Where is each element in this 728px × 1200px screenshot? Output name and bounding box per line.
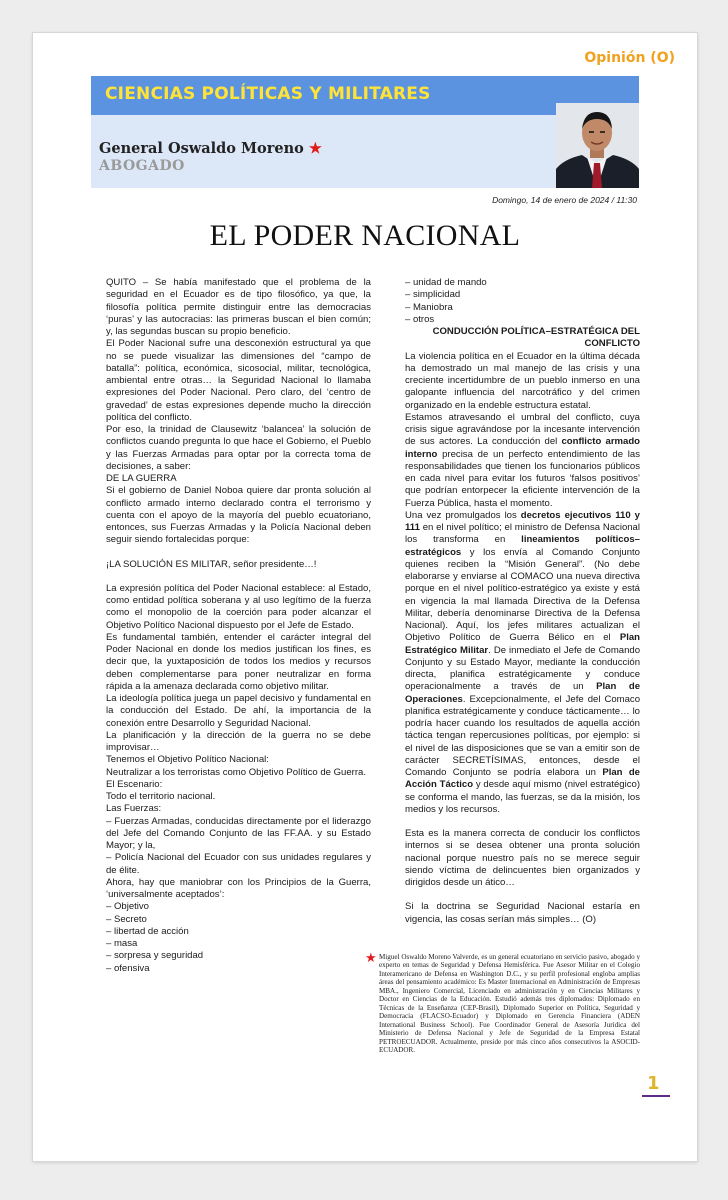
list-item: – sorpresa y seguridad xyxy=(106,950,204,962)
spacer xyxy=(405,816,640,828)
paragraph: QUITO – Se había manifestado que el problema de la seguridad en el Ecuador es de tipo filosófico, ya que, la filosofía política permite distinguir entre las democracias ‘puras’ y las autocracias: las primeras buscan el bien común; y, las segundas buscan su propio beneficio. xyxy=(106,277,371,337)
list-item: – Secreto xyxy=(106,913,147,925)
paragraph: – Policía Nacional del Ecuador con sus unidades regulares y de élite. xyxy=(106,852,371,876)
spacer xyxy=(106,571,371,583)
list-item: – ofensiva xyxy=(106,962,150,974)
list-item: – simplicidad xyxy=(405,289,461,301)
paragraph: ¡LA SOLUCIÓN ES MILITAR, señor presidente…! xyxy=(106,558,317,570)
paragraph: La ideología política juega un papel decisivo y fundamental en la conducción del Estado. De ahí, la importancia de la conexión entre Desarrollo y Seguridad Nacional. xyxy=(106,693,371,729)
paragraph: Neutralizar a los terroristas como Objetivo Político de Guerra. xyxy=(106,766,366,778)
column-left xyxy=(106,277,371,975)
author-role: ABOGADO xyxy=(99,158,185,174)
page-number: 1 xyxy=(647,1073,660,1094)
paragraph: La expresión política del Poder Nacional establece: al Estado, como entidad política soberana y al uso legítimo de la fuerza como el monopolio de la coerción para poder alcanzar el Objetivo Político Nacional dispuesto por el Jefe de Estado. xyxy=(106,582,371,631)
spacer xyxy=(405,889,640,901)
paragraph: El Poder Nacional sufre una desconexión estructural ya que no se puede visualizar las dimensiones del “campo de batalla”: política, económica, sicosocial, militar, tecnológica, ambiental entre otras… la Seguridad Nacional lo llamaba expresiones del Poder Nacional. Pero claro, del ‘centro de gravedad’ de estas expresiones depende mucho la dirección política del conflicto. xyxy=(106,338,371,423)
page-number-underline xyxy=(642,1095,670,1097)
paragraph: Por eso, la trinidad de Clausewitz ‘balancea’ la solución de conflictos cuando pregunta lo que hace el Gobierno, el Pueblo y las Fuerzas Armadas para optar por la correcta toma de decisiones, a saber: xyxy=(106,424,371,472)
paragraph: Las Fuerzas: xyxy=(106,803,162,815)
paragraph: Si la doctrina se Seguridad Nacional estaría en vigencia, las cosas serían más simples… (O) xyxy=(405,901,640,925)
list-item: – unidad de mando xyxy=(405,277,487,288)
author-photo xyxy=(556,103,639,188)
subheading: CONDUCCIÓN POLÍTICA–ESTRATÉGICA DEL CONFLICTO xyxy=(432,326,640,350)
paragraph: La violencia política en el Ecuador en la última década ha demostrado un mal manejo de las crisis y una creciente incertidumbre de un pueblo inmerso en una galopante influencia del narcotráfico y del crimen organizado en la endeble estructura estatal. xyxy=(405,350,640,411)
list-item: – masa xyxy=(106,938,138,949)
paragraph: Todo el territorio nacional. xyxy=(106,791,216,802)
paragraph: Tenemos el Objetivo Político Nacional: xyxy=(106,754,269,766)
spacer xyxy=(106,547,371,559)
paragraph: Esta es la manera correcta de conducir los conflictos internos si se desea obtener una pronta solución nacional porque nuestro país no se merece seguir siendo víctima de delincuentes bien organizados y dirigidos desde un ático… xyxy=(405,828,640,888)
paragraph: El Escenario: xyxy=(106,778,163,790)
banner-title: CIENCIAS POLÍTICAS Y MILITARES xyxy=(105,84,431,104)
article-page xyxy=(33,33,697,1161)
bio-text: Miguel Oswaldo Moreno Valverde, es un general ecuatoriano en servicio pasivo, abogado y experto en temas de Seguridad y Defensa Hemisférica. Fue Asesor Militar en el Colegio Interamericano de Defensa en Washington D.C., y su perfil profesional engloba amplias áreas del pensamiento académico: Es Master Internacional en Administración de Empresas MBA., Ingeniero Comercial, Licenciado en administración y en Ciencias Militares y Doctor en Ciencias de la Educación. Estudió además tres diplomados: Diplomado en Técnicas de la Enseñanza (CEP-Brasil), Diplomado Superior en Política, Seguridad y Democracia (FLACSO-Ecuador) y Diplomado en Gerencia Financiera (ADEN International Business School). Fue Coordinador General de Asesoría Jurídica del Ministerio de Defensa Nacional y Jefe de Seguridad de la Empresa Estatal PETROECUADOR. Actualmente, preside por más cinco años consecutivos la ASOCID-ECUADOR. xyxy=(379,953,640,1054)
author-name-line xyxy=(99,140,322,157)
paragraph: Estamos atravesando el umbral del conflicto, cuya crisis sigue agravándose por la incesante intervención de sus actores. La conducción del conflicto armado interno precisa de un perfecto entendimiento de las responsabilidades que tienen los funcionarios públicos en cada nivel para evitar los futuros ‘falsos positivos’ que podrían entorpecer la eficiente intervención de la Fuerza Pública, hasta el momento. xyxy=(405,411,640,509)
column-right xyxy=(405,277,640,926)
star-icon: ★ xyxy=(308,140,322,157)
list-item: – Maniobra xyxy=(405,301,453,313)
star-icon: ★ xyxy=(365,950,377,965)
paragraph: – Fuerzas Armadas, conducidas directamente por el liderazgo del Jefe del Comando Conjunto de las FF.AA. y su Estado Mayor; y la, xyxy=(106,815,371,851)
paragraph: Es fundamental también, entender el carácter integral del Poder Nacional en donde los medios justifican los fines, es decir que, la yuxtaposición de todos los medios y recursos deben complementarse para poner neutralizar en forma rápida a la amenaza declarada como objetivo militar. xyxy=(106,631,371,692)
subheading: DE LA GUERRA xyxy=(106,473,177,484)
paragraph: La planificación y la dirección de la guerra no se debe improvisar… xyxy=(106,729,371,753)
author-name: General Oswaldo Moreno xyxy=(99,140,304,157)
list-item: – Objetivo xyxy=(106,901,149,913)
paragraph: Una vez promulgados los decretos ejecutivos 110 y 111 en el nivel político; el ministro de Defensa Nacional los transforma en lineamientos políticos–estratégicos y los envía al Comando Conjunto quienes reciben la “Misión General”. (No debe elaborarse y enviarse al COMACO una nueva directiva porque en el nivel político-estratégico ya existe y está en vigencia la mal llamada Directiva de la Defensa Militar, debería denominarse Directiva de la Defensa Nacional). Aquí, los jefes militares actualizan el Objetivo Político de Guerra Bélico en el Plan Estratégico Militar. De inmediato el Jefe de Comando Conjunto y su Estado Mayor, mediante la conducción directa, planifica estratégicamente y conduce operacionalmente a través de un Plan de Operaciones. Excepcionalmente, el Jefe del Comaco planifica estratégicamente y conduce tácticamente… lo podría hacer cuando los resultados de aquella acción táctica tengan repercusiones políticas, por ejemplo: si el nivel de las disposiciones que se van a emitir son de carácter SECRETÍSIMAS, entonces, desde el Comando Conjunto se podría elabora un Plan de Acción Táctico y desde aquí mismo (nivel estratégico) se conforma el mando, las fuerzas, se da la misión, los medios y los recursos. xyxy=(405,509,641,815)
list-item: – libertad de acción xyxy=(106,925,189,937)
paragraph: Si el gobierno de Daniel Noboa quiere dar pronta solución al conflicto armado interno declarado contra el terrorismo y cuenta con el apoyo de la mayoría del pueblo ecuatoriano, entonces, sus Fuerzas Armadas y la Policía Nacional deben seguir siendo fortalecidas porque: xyxy=(106,485,371,546)
list-item: – otros xyxy=(405,313,435,325)
section-tag: Opinión (O) xyxy=(584,50,675,66)
article-title: EL PODER NACIONAL xyxy=(209,219,521,252)
paragraph: Ahora, hay que maniobrar con los Principios de la Guerra, ‘universalmente aceptados’: xyxy=(106,876,371,900)
dateline: Domingo, 14 de enero de 2024 / 11:30 xyxy=(492,195,637,205)
